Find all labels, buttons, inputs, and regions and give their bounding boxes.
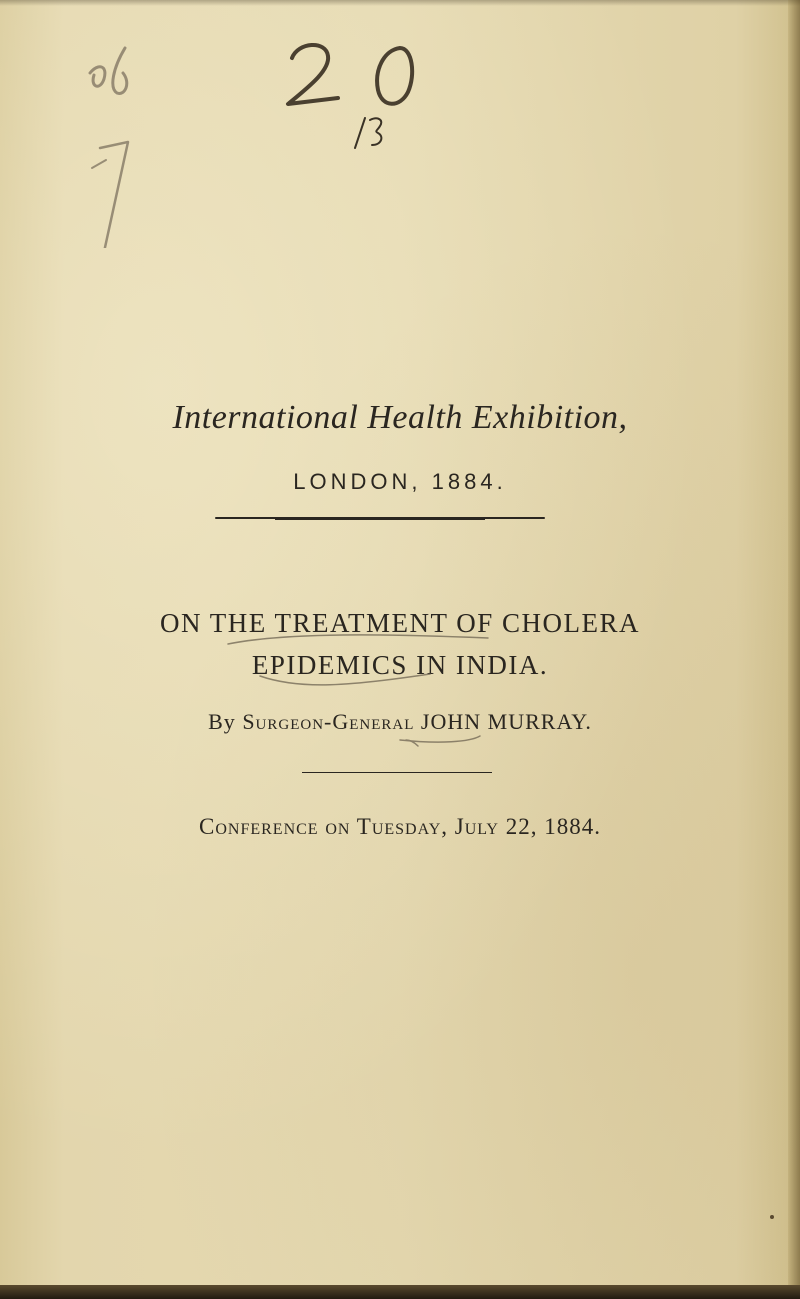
exhibition-heading: International Health Exhibition, (172, 399, 628, 436)
title-line-1: ON THE TREATMENT OF CHOLERA (159, 608, 640, 638)
top-shadow (0, 0, 800, 6)
page-edge-bottom (0, 1285, 800, 1299)
byline-by: By (208, 709, 236, 734)
ink-spot (770, 1215, 774, 1219)
byline (0, 708, 800, 736)
heading-rule (215, 517, 545, 519)
conference-line: Conference on Tuesday, July 22, 1884. (199, 814, 601, 839)
byline-author: Surgeon-General JOHN MURRAY. (242, 709, 592, 734)
byline-rule (302, 772, 492, 773)
title-line-2: EPIDEMICS IN INDIA. (251, 650, 549, 680)
city-date: LONDON, 1884. (293, 469, 507, 494)
handwritten-annotations (70, 18, 490, 248)
page-edge-right (788, 0, 800, 1299)
